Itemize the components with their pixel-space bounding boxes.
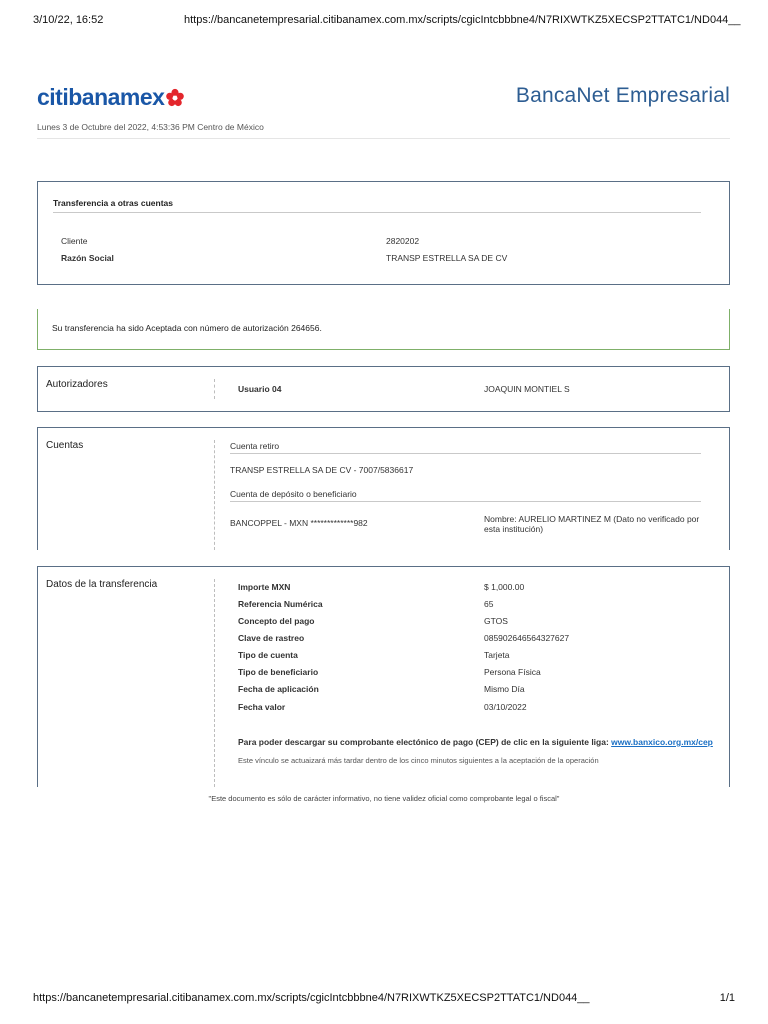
banxico-cep-link[interactable]: www.banxico.org.mx/cep — [611, 737, 713, 747]
datos-label: Datos de la transferencia — [46, 579, 158, 590]
transfer-detail-label: Fecha de aplicación — [238, 684, 319, 694]
client-card — [37, 181, 730, 285]
cep-instructions — [238, 737, 758, 747]
client-label: Cliente — [61, 236, 88, 246]
page-number: 1/1 — [719, 992, 735, 1004]
beneficiary-name: Nombre: AURELIO MARTINEZ M (Dato no verificado por esta institución) — [484, 514, 700, 534]
product-name-part1: BancaNet — [515, 84, 610, 107]
transfer-detail-value: GTOS — [484, 616, 508, 626]
cuenta-deposito-value: BANCOPPEL - MXN *************982 — [230, 518, 368, 528]
authorizer-user-name: JOAQUIN MONTIEL S — [484, 384, 570, 394]
brand-bar — [37, 80, 730, 116]
print-header — [0, 14, 768, 30]
logo-banamex-text: banamex — [68, 84, 165, 110]
transfer-detail-value: Tarjeta — [484, 650, 510, 660]
logo-citi-text: citi — [37, 84, 69, 110]
cep-note: Este vínculo se actuaizará más tardar dentro de los cinco minutos siguientes a la aceptación de la operación — [238, 756, 599, 765]
transfer-detail-label: Tipo de beneficiario — [238, 667, 319, 677]
status-message-box — [37, 309, 730, 350]
transfer-detail-label: Importe MXN — [238, 582, 291, 592]
banamex-flower-icon — [165, 88, 185, 108]
cuentas-card — [37, 427, 730, 550]
cep-text: Para poder descargar su comprobante electónico de pago (CEP) de clic en la siguiente liga: — [238, 737, 612, 747]
transfer-detail-value: 65 — [484, 599, 494, 609]
divider-line — [230, 453, 701, 454]
transfer-detail-value: 03/10/2022 — [484, 702, 527, 712]
section-divider — [214, 440, 215, 550]
autorizadores-label: Autorizadores — [46, 379, 108, 390]
status-message: Su transferencia ha sido Aceptada con número de autorización 264656. — [52, 323, 322, 333]
transfer-detail-label: Concepto del pago — [238, 616, 315, 626]
product-name-part2: Empresarial — [609, 84, 730, 107]
autorizadores-card — [37, 366, 730, 412]
transfer-detail-value: $ 1,000.00 — [484, 582, 525, 592]
transfer-detail-label: Tipo de cuenta — [238, 650, 298, 660]
cuenta-retiro-value: TRANSP ESTRELLA SA DE CV - 7007/5836617 — [230, 465, 414, 475]
razon-social-label: Razón Social — [61, 253, 114, 263]
legal-disclaimer: "Este documento es sólo de carácter informativo, no tiene validez oficial como comprobante legal o fiscal" — [208, 794, 560, 803]
client-value: 2820202 — [386, 236, 420, 246]
footer-url: https://bancanetempresarial.citibanamex.com.mx/scripts/cgicIntcbbbne4/N7RIXWTKZ5XECSP2TTATC1/ND044__ — [33, 992, 590, 1004]
bancanet-empresarial-title — [516, 84, 730, 108]
datos-transferencia-card — [37, 566, 730, 787]
print-footer — [0, 992, 768, 1008]
cuentas-label: Cuentas — [46, 440, 84, 451]
card-title: Transferencia a otras cuentas — [53, 198, 701, 213]
session-date: Lunes 3 de Octubre del 2022, 4:53:36 PM Centro de México — [37, 122, 730, 139]
cuenta-deposito-heading: Cuenta de depósito o beneficiario — [230, 489, 357, 499]
transfer-detail-value: Mismo Día — [484, 684, 525, 694]
cuenta-retiro-heading: Cuenta retiro — [230, 441, 280, 451]
authorizer-user-label: Usuario 04 — [238, 384, 282, 394]
section-divider — [214, 579, 215, 787]
citibanamex-logo[interactable] — [37, 84, 185, 111]
section-divider — [214, 379, 215, 399]
transfer-detail-value: 085902646564327627 — [484, 633, 570, 643]
transfer-detail-label: Clave de rastreo — [238, 633, 305, 643]
transfer-detail-label: Fecha valor — [238, 702, 286, 712]
print-date: 3/10/22, 16:52 — [33, 14, 104, 26]
transfer-detail-value: Persona Física — [484, 667, 541, 677]
razon-social-value: TRANSP ESTRELLA SA DE CV — [386, 253, 508, 263]
print-url: https://bancanetempresarial.citibanamex.com.mx/scripts/cgicIntcbbbne4/N7RIXWTKZ5XECSP2TTATC1/ND044__ — [184, 14, 741, 26]
divider-line — [230, 501, 701, 502]
transfer-detail-label: Referencia Numérica — [238, 599, 323, 609]
